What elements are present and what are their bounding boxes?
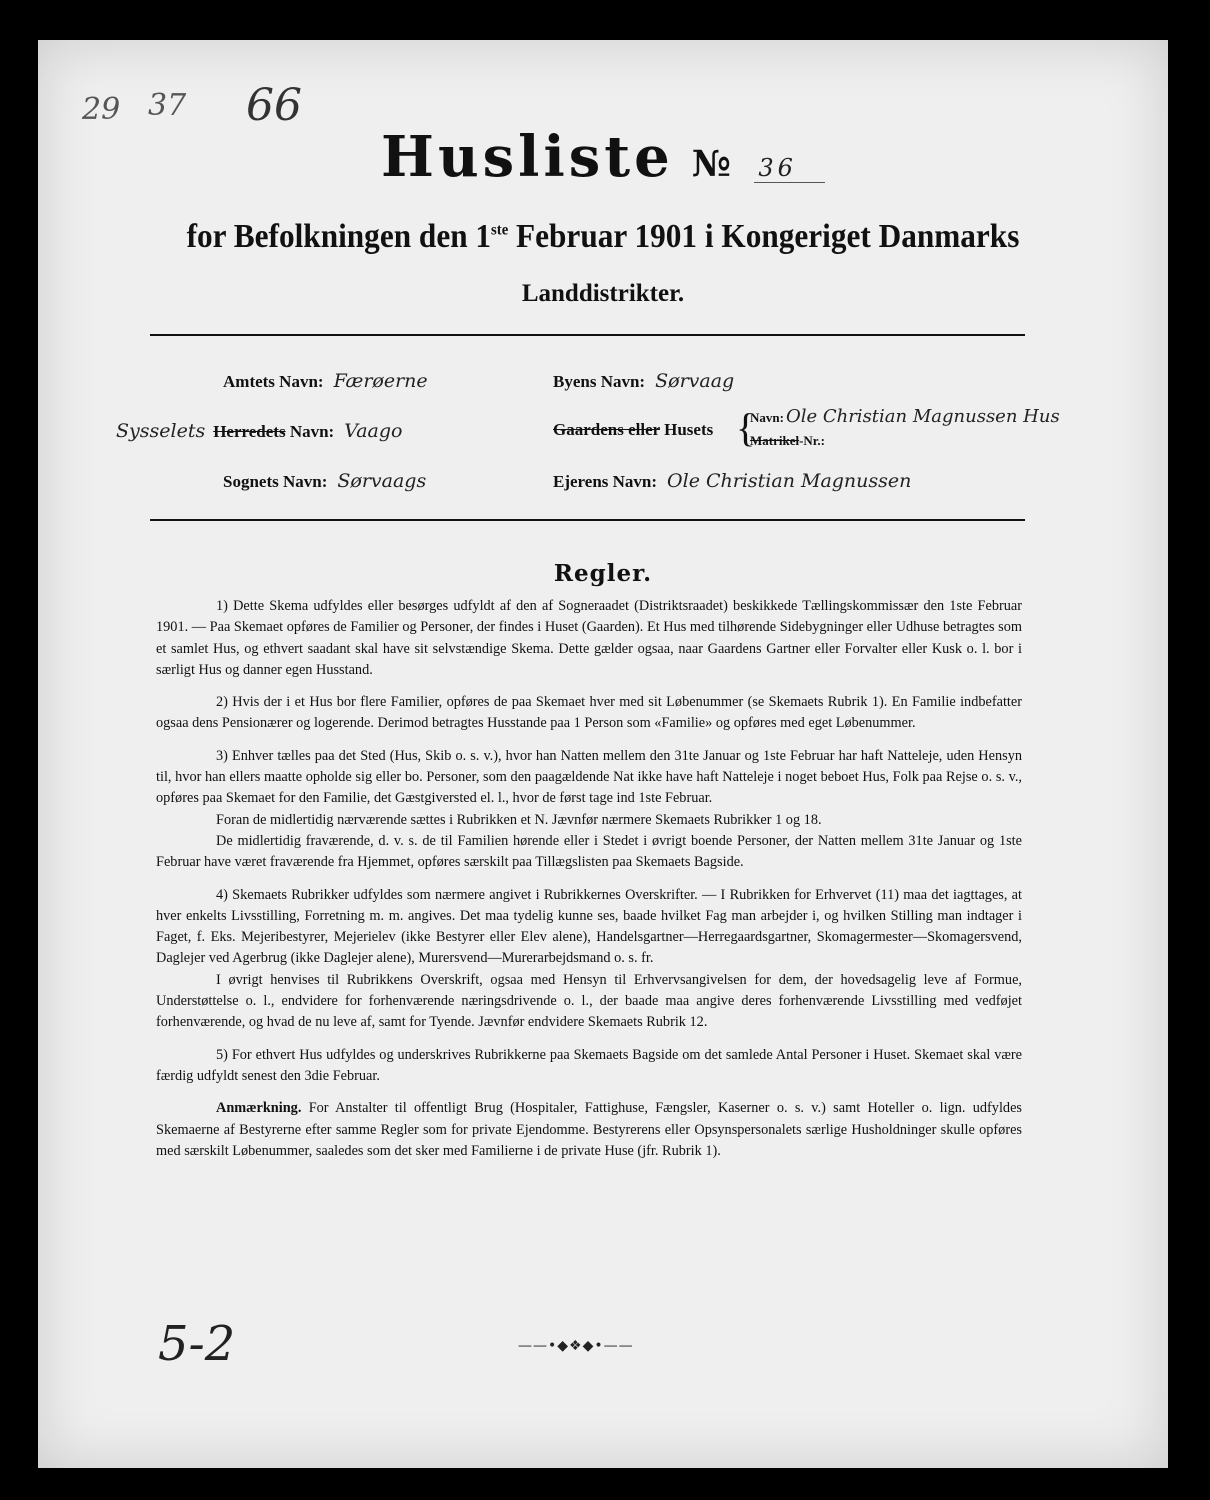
corner-note-37: 37 (148, 88, 187, 123)
byens-value: Sørvaag (655, 370, 735, 392)
rule-3b: Foran de midlertidig nærværende sættes i Rubrikken et N. Jævnfør nærmere Skemaets Rubrikker 1 og 18. (216, 811, 822, 828)
number-sign: № (691, 143, 731, 185)
house-name-label: Navn: (750, 410, 784, 425)
amt-field (223, 370, 428, 392)
subtitle-sup: ste (491, 221, 509, 239)
rule-2: 2) Hvis der i et Hus bor flere Familier, opføres de paa Skemaet hver med sit Løbenummer (se Skemaets Rubrik 1). En Familie indbefatter ogsaa dens Pensionærer og logerende. Derimod betragtes Husstande paa 1 Person som «Familie» og opføres med eget Løbenummer. (156, 694, 1022, 732)
rule-3: 3) Enhver tælles paa det Sted (Hus, Skib o. s. v.), hvor han Natten mellem den 31te Januar og 1ste Februar har haft Natteleje, uden Hensyn til, hvor han ellers maatte opholde sig eller bo. Personer, som den paagældende Nat ikke have haft Natteleje i noget beboet Hus, Folk paa Rejse o. s. v., opføres paa Skemaet for den Familie, det Gæstgiversted el. l., hvor de først tage ind 1ste Februar. (156, 747, 1022, 807)
note-paragraph (156, 1098, 1022, 1162)
rules-heading: Regler. (553, 560, 653, 587)
house-name-field (750, 406, 1060, 427)
form-title (38, 124, 1168, 190)
amt-label: Amtets Navn: (223, 372, 324, 391)
sogn-field (223, 470, 426, 492)
rule-5: 5) For ethvert Hus udfyldes og underskrives Rubrikkerne paa Skemaets Bagside om det samlede Antal Personer i Huset. Skemaet skal være færdig udfyldt senest den 3die Februar. (156, 1046, 1022, 1084)
corner-note-29: 29 (82, 92, 121, 127)
census-form-page (38, 40, 1168, 1468)
rule-1: 1) Dette Skema udfyldes eller besørges udfyldt af den af Sogneraadet (Distriktsraadet) beskikkede Tællingskommissær den 1ste Februar 1901. — Paa Skemaet opføres de Familier og Personer, der findes i Huset (Gaarden). Et Hus med tilhørende Sidebygninger eller Udhuse betragtes som et samlet Hus, og ethvert saadant skal have sit selvstændige Skema. Dette gælder ogsaa, naar Gaardens Gartner eller Forvalter eller Kusk o. l. bor i særligt Hus og danner egen Husstand. (156, 598, 1022, 678)
amt-value: Færøerne (333, 370, 428, 392)
house-field (553, 420, 713, 440)
sysselets-note: Sysselets (116, 420, 206, 442)
subtitle-post: Februar 1901 i Kongeriget Danmarks (508, 218, 1020, 255)
gaard-label-struck: Gaardens eller (553, 420, 660, 439)
handwritten-note-bottom: 5-2 (158, 1316, 236, 1372)
matrikel-field (750, 433, 825, 449)
top-divider (150, 334, 1025, 336)
matrikel-label: -Nr.: (799, 433, 825, 448)
herred-label: Navn: (285, 422, 335, 441)
matrikel-label-struck: Matrikel (750, 433, 800, 448)
house-label: Husets (659, 420, 714, 439)
corner-note-66: 66 (246, 80, 302, 131)
subtitle-pre: for Befolkningen den 1 (186, 218, 492, 255)
house-brace: { (736, 405, 756, 450)
note-label: Anmærkning. (216, 1100, 302, 1117)
ejer-value: Ole Christian Magnussen (667, 470, 912, 492)
rule-4b: I øvrigt henvises til Rubrikkens Overskrift, ogsaa med Hensyn til Erhvervsangivelsen for dem, der hovedsagelig leve af Formue, Understøttelse o. l., endvidere for forhenværende næringsdrivende o. l., der baade maa angive deres forhenværende Livsstilling med vedføjet forhenværende, og hvad de nu leve af, samt for Tyende. Jævnfør endvidere Skemaets Rubrik 12. (156, 971, 1022, 1031)
rules-body (156, 596, 1022, 1173)
form-number: 36 (754, 154, 825, 183)
rule-3c: De midlertidig fraværende, d. v. s. de til Familien hørende eller i Stedet i øvrigt boende Personer, der Natten mellem 31te Januar og 1ste Februar have været fraværende fra Hjemmet, opføres særskilt paa Tillægslisten paa Skemaets Bagside. (156, 832, 1022, 871)
note-text: For Anstalter til offentligt Brug (Hospitaler, Fattighuse, Fængsler, Kaserner o. s. v.) samt Hoteller o. lign. udfyldes Skemaerne af Bestyrerne efter samme Regler som for private Ejendomme. Bestyrerens eller Opsynspersonalets særlige Husholdninger skulle opføres med særskilt Løbenummer, saaledes som det sker med Familierne i de private Huse (jfr. Rubrik 1). (156, 1100, 1022, 1159)
herred-label-struck: Herredets (213, 422, 286, 441)
end-ornament: ——•◆❖◆•—— (518, 1338, 634, 1354)
sogn-value: Sørvaags (337, 470, 427, 492)
sogn-label: Sognets Navn: (223, 472, 328, 491)
bottom-divider (150, 519, 1025, 521)
byens-label: Byens Navn: (553, 372, 646, 391)
district-label: Landdistrikter. (521, 280, 685, 307)
form-subtitle (83, 218, 1123, 256)
herred-value: Vaago (344, 420, 403, 442)
title-text: Husliste (381, 124, 674, 190)
house-name-value: Ole Christian Magnussen Hus (785, 406, 1060, 427)
ejer-field (553, 470, 911, 492)
rule-4: 4) Skemaets Rubrikker udfyldes som nærmere angivet i Rubrikkernes Overskrifter. — I Rubrikken for Erhvervet (11) maa det iagttages, at hver enkelts Livsstilling, Forretning m. m. angives. Det maa tydelig kunne ses, baade hvilket Fag man arbejder i, og hvilken Stilling man indtager i Faget, f. Eks. Mejeribestyrer, Mejerielev (ikke Bestyrer eller Elev alene), Handelsgartner—Herregaardsgartner, Skomagermester—Skomagersvend, Daglejer ved Agerbrug (ikke Daglejer alene), Murersvend—Murerarbejdsmand o. s. fr. (156, 886, 1022, 967)
herred-field (116, 420, 402, 442)
byens-field (553, 370, 734, 392)
ejer-label: Ejerens Navn: (553, 472, 658, 491)
